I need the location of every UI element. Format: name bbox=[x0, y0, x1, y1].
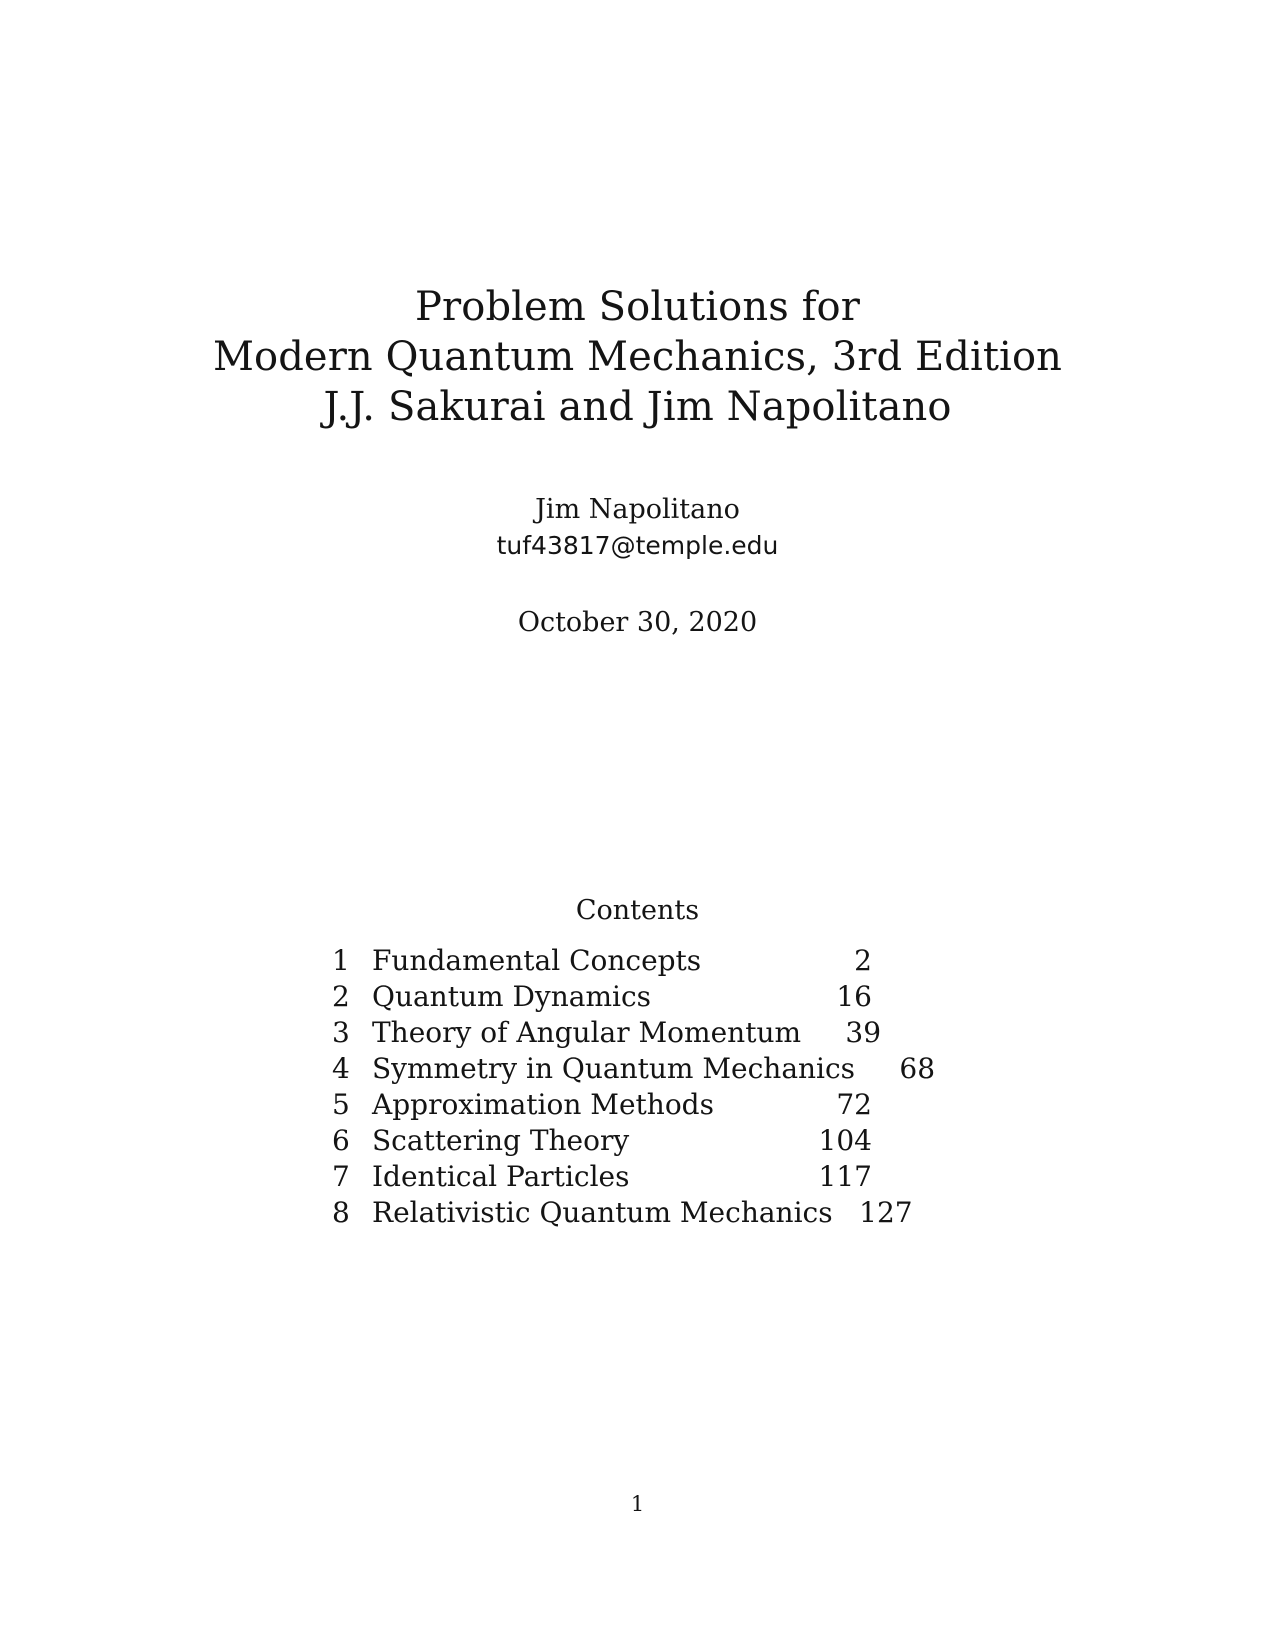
toc-entry-page: 127 bbox=[859, 1196, 913, 1229]
toc-entry[interactable] bbox=[332, 1015, 882, 1051]
toc-entry[interactable] bbox=[332, 1159, 872, 1195]
toc-entry-number: 8 bbox=[332, 1196, 350, 1229]
document-date: October 30, 2020 bbox=[517, 607, 758, 638]
toc-entry[interactable] bbox=[332, 979, 872, 1015]
toc-entry-number: 6 bbox=[332, 1124, 350, 1157]
toc-entry-title: Approximation Methods bbox=[372, 1088, 714, 1121]
title-block bbox=[0, 282, 1275, 432]
toc-entry[interactable] bbox=[332, 1123, 872, 1159]
toc-entry-number: 5 bbox=[332, 1088, 350, 1121]
title-line-1: Problem Solutions for bbox=[415, 284, 860, 330]
date-block bbox=[0, 606, 1275, 640]
toc-entry-title: Symmetry in Quantum Mechanics bbox=[372, 1052, 856, 1085]
toc-entry-title: Quantum Dynamics bbox=[372, 980, 652, 1013]
toc-entry-number: 7 bbox=[332, 1160, 350, 1193]
toc-entry-page: 68 bbox=[899, 1052, 936, 1085]
toc-entry-page: 39 bbox=[845, 1016, 882, 1049]
toc-entry-title: Scattering Theory bbox=[372, 1124, 630, 1157]
toc-entry-page: 16 bbox=[836, 980, 872, 1013]
page-folio-number: 1 bbox=[630, 1492, 645, 1516]
title-line-3: J.J. Sakurai and Jim Napolitano bbox=[323, 384, 952, 430]
toc-entry-title: Theory of Angular Momentum bbox=[372, 1016, 802, 1049]
toc-entry-number: 2 bbox=[332, 980, 350, 1013]
toc-entry-title: Identical Particles bbox=[372, 1160, 630, 1193]
author-name: Jim Napolitano bbox=[535, 494, 740, 525]
toc-entry-title: Fundamental Concepts bbox=[372, 944, 702, 977]
contents-heading: Contents bbox=[575, 895, 700, 926]
toc-entry-page: 104 bbox=[818, 1124, 872, 1157]
table-of-contents bbox=[332, 943, 936, 1231]
toc-entry-title: Relativistic Quantum Mechanics bbox=[372, 1196, 833, 1229]
title-line-2: Modern Quantum Mechanics, 3rd Edition bbox=[212, 334, 1062, 380]
author-block bbox=[0, 492, 1275, 564]
toc-entry-number: 1 bbox=[332, 944, 350, 977]
toc-entry-page: 72 bbox=[836, 1088, 872, 1121]
toc-entry-number: 3 bbox=[332, 1016, 350, 1049]
toc-entry-number: 4 bbox=[332, 1052, 350, 1085]
toc-entry[interactable] bbox=[332, 1195, 913, 1231]
toc-entry[interactable] bbox=[332, 943, 872, 979]
toc-entry-page: 2 bbox=[854, 944, 872, 977]
toc-entry[interactable] bbox=[332, 1051, 936, 1087]
toc-entry[interactable] bbox=[332, 1087, 872, 1123]
toc-entry-page: 117 bbox=[818, 1160, 872, 1193]
author-email: tuf43817@temple.edu bbox=[496, 531, 779, 560]
